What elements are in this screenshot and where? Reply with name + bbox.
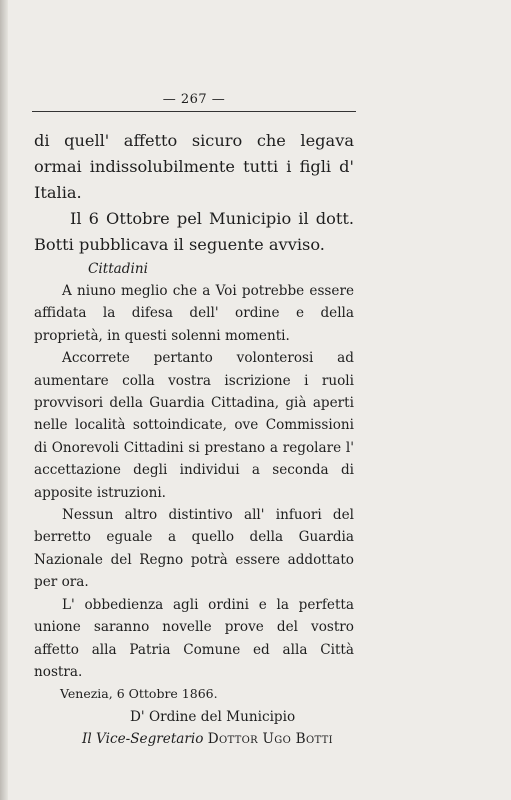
notice-paragraph-2: Accorrete pertanto volonterosi ad aumentare colla vostra iscrizione i ruoli provvisori della Guardia Cittadina, già aperti nelle località sottoindicate, ove Commissioni di Onorevoli Cittadini si prestano a regolare l' accettazione degli individui a seconda di apposite istruzioni.: [34, 350, 354, 501]
page-text: [34, 128, 354, 751]
notice-section: [34, 258, 354, 751]
notice-dateline: Venezia, 6 Ottobre 1866.: [60, 686, 218, 702]
signature-title: Il Vice-Segretario: [82, 731, 204, 748]
signature-line-1: D' Ordine del Municipio: [130, 708, 296, 725]
narrative-paragraph-2: Il 6 Ottobre pel Municipio il dott. Botti pubblicava il seguente avviso.: [34, 209, 354, 254]
page-gutter-shadow: [0, 0, 8, 800]
signature-line-2: [34, 728, 354, 750]
notice-heading: Cittadini: [88, 261, 148, 277]
notice-paragraph-1: A niuno meglio che a Voi potrebbe essere affidata la difesa dell' ordine e della proprietà, in questi solenni momenti.: [34, 283, 354, 344]
narrative-paragraph-1: di quell' affetto sicuro che legava ormai indissolubilmente tutti i figli d' Italia.: [34, 131, 354, 202]
header-rule: [32, 111, 356, 112]
narrative-section: [34, 128, 354, 258]
page-number: — 267 —: [162, 92, 226, 107]
page-header: [32, 92, 356, 114]
notice-paragraph-4: L' obbedienza agli ordini e la perfetta unione saranno novelle prove del vostro affetto alla Patria Comune ed alla Città nostra.: [34, 596, 354, 680]
notice-paragraph-3: Nessun altro distintivo all' infuori del berretto eguale a quello della Guardia Nazionale del Regno potrà essere addottato per ora.: [34, 507, 354, 591]
signature-name: Dottor Ugo Botti: [207, 731, 333, 748]
